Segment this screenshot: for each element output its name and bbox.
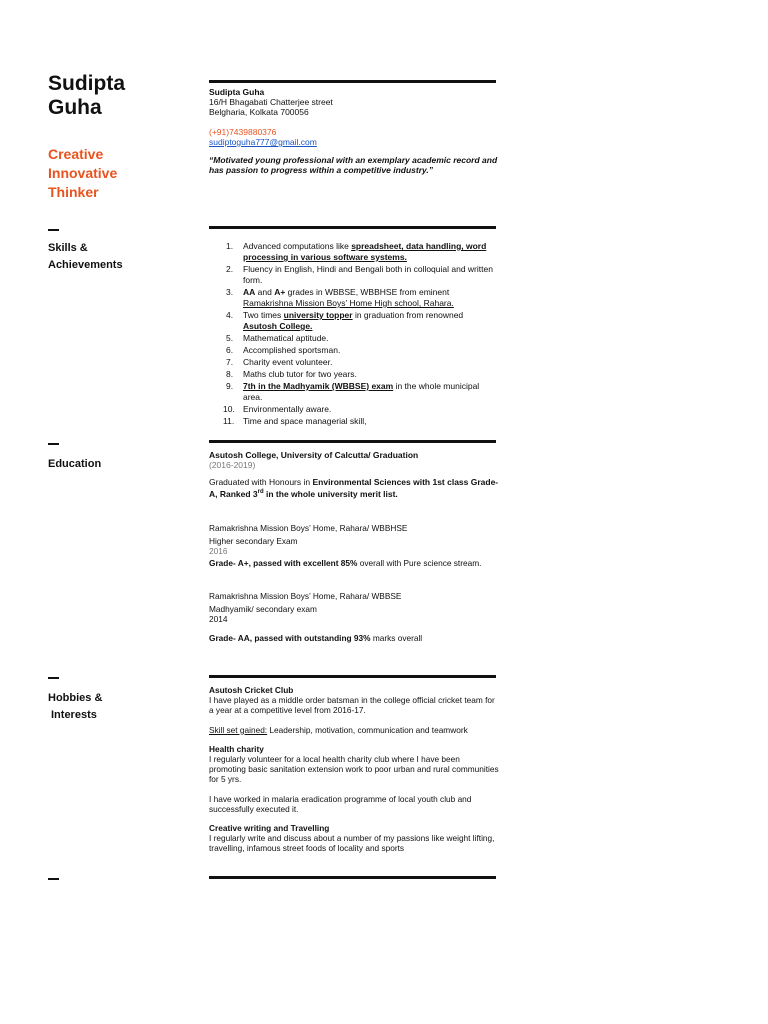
- section-rule: [209, 876, 496, 879]
- desc-text: Graduated with Honours in: [209, 477, 313, 487]
- item-number: 5.: [226, 333, 234, 343]
- label-line: Interests: [51, 709, 97, 721]
- phone-number: (+91)7439880376: [209, 127, 277, 137]
- tagline-line: Innovative: [48, 165, 118, 181]
- grade-emphasis: Grade- AA, passed with outstanding 93%: [209, 633, 371, 643]
- grade-text: overall with Pure science stream.: [357, 558, 482, 568]
- list-item: [209, 241, 499, 263]
- label-line: Hobbies &: [48, 692, 103, 704]
- hobby-title: Health charity: [209, 743, 264, 754]
- tagline-line: Thinker: [48, 184, 99, 200]
- skill-text: Leadership, motivation, communication and teamwork: [267, 724, 468, 735]
- item-text: Fluency in English, Hindi and Bengali both in colloquial and written form.: [243, 264, 493, 285]
- hobby-description: I have played as a middle order batsman in the college official cricket team for a year at a competitive level from 2016-17.: [209, 695, 495, 716]
- profile-quote: “Motivated young professional with an exemplary academic record and has passion to progress within a competitive industry.”: [209, 155, 498, 175]
- grade-text: marks overall: [370, 633, 423, 643]
- skills-section-label: [48, 240, 123, 274]
- skill-label: Skill set gained:: [209, 724, 268, 735]
- item-text-emphasis: 7th in the Madhyamik (WBBSE) exam: [243, 381, 394, 391]
- section-rule: [209, 675, 496, 678]
- education-secondary: [209, 591, 499, 643]
- item-number: 3.: [226, 287, 234, 297]
- education-college: [209, 450, 499, 499]
- name-first: Sudipta: [48, 72, 125, 95]
- item-text: and: [255, 287, 275, 297]
- contact-block: [209, 87, 499, 175]
- school-title: Ramakrishna Mission Boys’ Home, Rahara/ WBBHSE: [209, 523, 408, 533]
- desc-superscript: rd: [257, 489, 264, 495]
- tagline: [48, 145, 117, 202]
- college-years: (2016-2019): [209, 460, 256, 470]
- exam-year: 2016: [209, 546, 228, 556]
- email-link[interactable]: sudiptoguha777@gmail.com: [209, 137, 317, 147]
- section-rule: [209, 80, 496, 83]
- list-item: [209, 264, 499, 286]
- list-item: [209, 416, 499, 427]
- item-text-emphasis: Ramakrishna Mission Boys’ Home High school, Rahara.: [243, 298, 454, 308]
- item-text: Maths club tutor for two years.: [243, 369, 357, 379]
- item-text: in graduation from renowned: [352, 310, 464, 320]
- item-text: grades in WBBSE, WBBHSE from eminent: [285, 287, 450, 297]
- exam-name: Higher secondary Exam: [209, 536, 298, 546]
- list-item: [209, 287, 499, 309]
- item-text-emphasis: AA: [243, 287, 256, 297]
- item-text-emphasis: spreadsheet, data handling, word processing in various software systems.: [243, 241, 487, 262]
- hobby-description: I regularly volunteer for a local health charity club where I have been promoting basic sanitation extension work to poor urban and rural communities for 5 yrs.: [209, 754, 499, 785]
- desc-text-emphasis: Environmental Sciences with 1st class Grade- A, Ranked 3: [209, 477, 499, 499]
- list-item: [209, 345, 499, 356]
- hobbies-block: [209, 685, 499, 854]
- education-section-label: Education: [48, 458, 102, 470]
- name-last: Guha: [48, 96, 102, 119]
- item-number: 2.: [226, 264, 234, 274]
- item-number: 1.: [226, 241, 234, 251]
- hobby-description: I have worked in malaria eradication programme of local youth club and successfully executed it.: [209, 793, 472, 814]
- item-text: in the whole municipal area.: [243, 381, 480, 402]
- exam-name: Madhyamik/ secondary exam: [209, 604, 317, 614]
- grade-emphasis: Grade- A+, passed with excellent 85%: [209, 558, 358, 568]
- address-line: 16/H Bhagabati Chatterjee street: [209, 97, 333, 107]
- item-text: Mathematical aptitude.: [243, 333, 329, 343]
- item-number: 9.: [226, 381, 234, 391]
- item-number: 8.: [226, 369, 234, 379]
- list-item: [209, 357, 499, 368]
- contact-name: Sudipta Guha: [209, 87, 265, 97]
- list-item: [209, 381, 499, 403]
- section-dash: [48, 878, 59, 880]
- item-text: Two times: [243, 310, 284, 320]
- list-item: [209, 333, 499, 344]
- section-dash: [48, 677, 59, 679]
- college-title: Asutosh College, University of Calcutta/ Graduation: [209, 450, 419, 460]
- section-rule: [209, 226, 496, 229]
- item-number: 11.: [223, 416, 235, 426]
- item-number: 4.: [226, 310, 234, 320]
- item-text-emphasis: Asutosh College.: [243, 321, 313, 331]
- label-line: Achievements: [48, 259, 123, 271]
- tagline-line: Creative: [48, 146, 104, 162]
- list-item: [209, 310, 499, 332]
- hobbies-section-label: [48, 690, 102, 724]
- item-text-emphasis: A+: [274, 287, 286, 297]
- item-number: 7.: [226, 357, 234, 367]
- skills-list: [209, 241, 499, 428]
- address-line: Belgharia, Kolkata 700056: [209, 107, 309, 117]
- exam-year: 2014: [209, 614, 228, 624]
- item-number: 10.: [223, 404, 235, 414]
- desc-text-emphasis: in the whole university merit list.: [263, 488, 398, 499]
- section-rule: [209, 440, 496, 443]
- item-text: Advanced computations like: [243, 241, 352, 251]
- label-line: Skills &: [48, 242, 88, 254]
- item-text-emphasis: university topper: [283, 310, 353, 320]
- school-title: Ramakrishna Mission Boys’ Home, Rahara/ WBBSE: [209, 591, 402, 601]
- item-text: Time and space managerial skill,: [243, 416, 367, 426]
- candidate-name: [48, 72, 125, 120]
- list-item: [209, 404, 499, 415]
- item-text: Accomplished sportsman.: [243, 345, 341, 355]
- hobby-title: Asutosh Cricket Club: [209, 685, 294, 695]
- section-dash: [48, 229, 59, 231]
- college-description: [209, 477, 499, 499]
- hobby-title: Creative writing and Travelling: [209, 823, 330, 834]
- item-text: Charity event volunteer.: [243, 357, 333, 367]
- item-text: Environmentally aware.: [243, 404, 332, 414]
- item-number: 6.: [226, 345, 234, 355]
- section-dash: [48, 443, 59, 445]
- list-item: [209, 369, 499, 380]
- education-higher-secondary: [209, 523, 499, 568]
- hobby-description: I regularly write and discuss about a number of my passions like weight lifting, travelling, infamous street foods of locality and sports: [209, 833, 495, 854]
